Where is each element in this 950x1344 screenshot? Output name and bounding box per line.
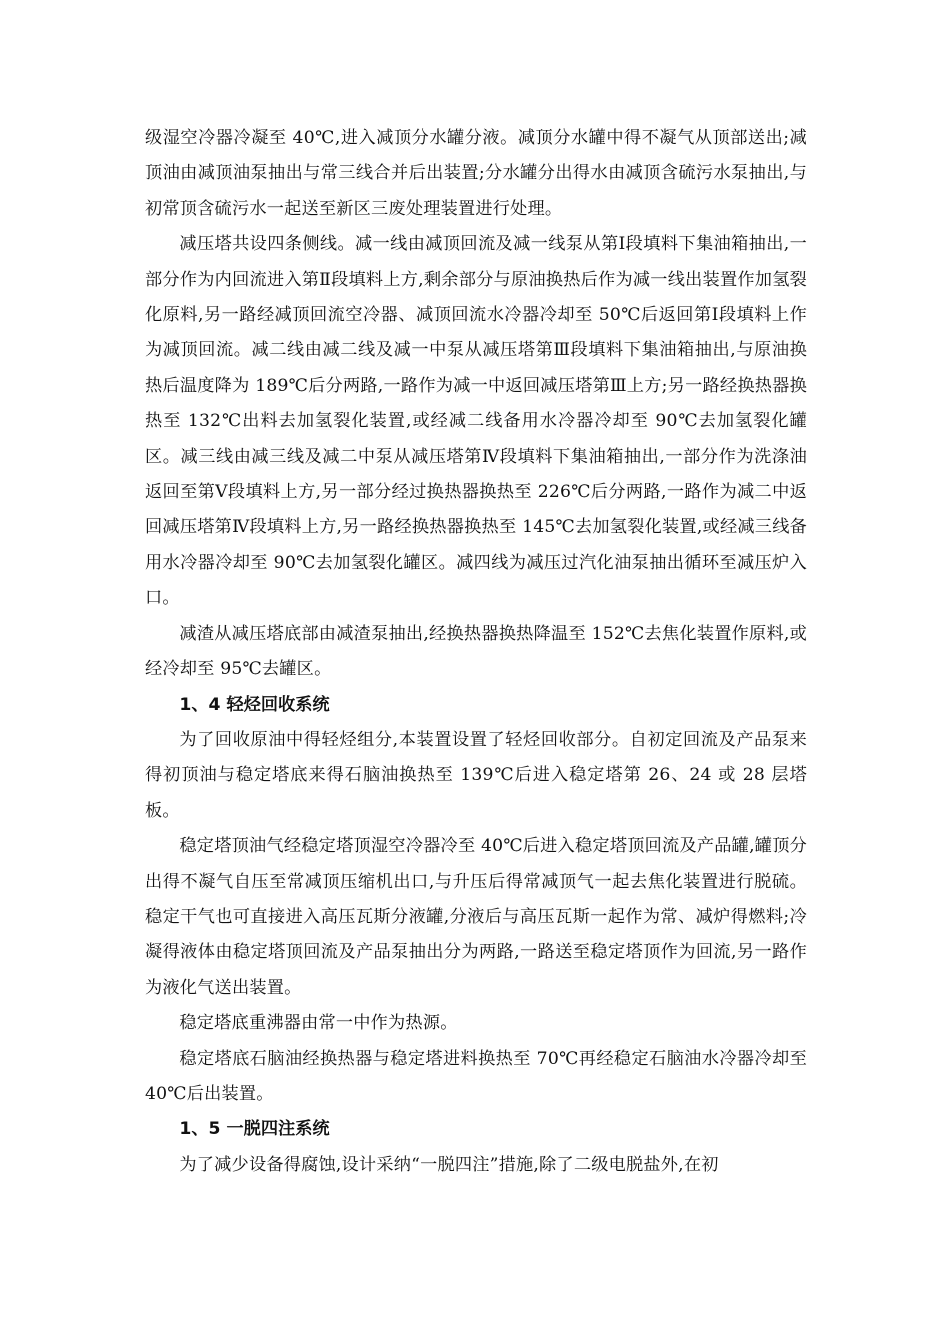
- paragraph-stabilizer-bottom: 稳定塔底石脑油经换热器与稳定塔进料换热至 70℃再经稳定石脑油水冷器冷却至 40℃后出装置。: [145, 1048, 807, 1104]
- paragraph-desalting-intro: 为了减少设备得腐蚀,设计采纳“一脱四注”措施,除了二级电脱盐外,在初: [179, 1154, 719, 1175]
- paragraph-vacuum-residue: 减渣从减压塔底部由减渣泵抽出,经换热器换热降温至 152℃去焦化装置作原料,或经冷却至 95℃去罐区。: [145, 623, 807, 680]
- section-heading-desalting-injection: 1、5 一脱四注系统: [179, 1119, 330, 1140]
- paragraph-vacuum-side-draws: 减压塔共设四条侧线。减一线由减顶回流及减一线泵从第Ⅰ段填料下集油箱抽出,一部分作为内回流进入第Ⅱ段填料上方,剩余部分与原油换热后作为减一线出装置作加氢裂化原料,另一路经减顶回流空冷器、减顶回流水冷器冷却至 50℃后返回第Ⅰ段填料上作为减顶回流。减二线由减二线及减一中泵从减压塔第Ⅲ段填料下集油箱抽出,与原油换热后温度降为 189℃后分两路,一路作为减一中返回减压塔第Ⅲ上方;另一路经换热器换热至 132℃出料去加氢裂化装置,或经减二线备用水冷器冷却至 90℃去加氢裂化罐区。减三线由减三线及减二中泵从减压塔第Ⅳ段填料下集油箱抽出,一部分作为洗涤油返回至第Ⅴ段填料上方,另一部分经过换热器换热至 226℃后分两路,一路作为减二中返回减压塔第Ⅳ段填料上方,另一路经换热器换热至 145℃去加氢裂化装置,或经减三线备用水冷器冷却至 90℃去加氢裂化罐区。减四线为减压过汽化油泵抽出循环至减压炉入口。: [145, 234, 807, 609]
- document-page: [145, 121, 807, 1183]
- paragraph-stabilizer-reboiler: 稳定塔底重沸器由常一中作为热源。: [179, 1013, 458, 1034]
- section-heading-light-hydrocarbon: 1、4 轻烃回收系统: [179, 694, 330, 715]
- paragraph-vacuum-top: 级湿空冷器冷凝至 40℃,进入减顶分水罐分液。减顶分水罐中得不凝气从顶部送出;减顶油由减顶油泵抽出与常三线合并后出装置;分水罐分出得水由减顶含硫污水泵抽出,与初常顶含硫污水一起送至新区三废处理装置进行处理。: [145, 128, 807, 219]
- paragraph-light-hydrocarbon-intro: 为了回收原油中得轻烃组分,本装置设置了轻烃回收部分。自初定回流及产品泵来得初顶油与稳定塔底来得石脑油换热至 139℃后进入稳定塔第 26、24 或 28 层塔板。: [145, 729, 807, 821]
- paragraph-stabilizer-top: 稳定塔顶油气经稳定塔顶湿空冷器冷至 40℃后进入稳定塔顶回流及产品罐,罐顶分出得不凝气自压至常减顶压缩机出口,与升压后得常减顶气一起去焦化装置进行脱硫。稳定干气也可直接进入高压瓦斯分液罐,分液后与高压瓦斯一起作为常、减炉得燃料;冷凝得液体由稳定塔顶回流及产品泵抽出分为两路,一路送至稳定塔顶作为回流,另一路作为液化气送出装置。: [145, 836, 807, 998]
